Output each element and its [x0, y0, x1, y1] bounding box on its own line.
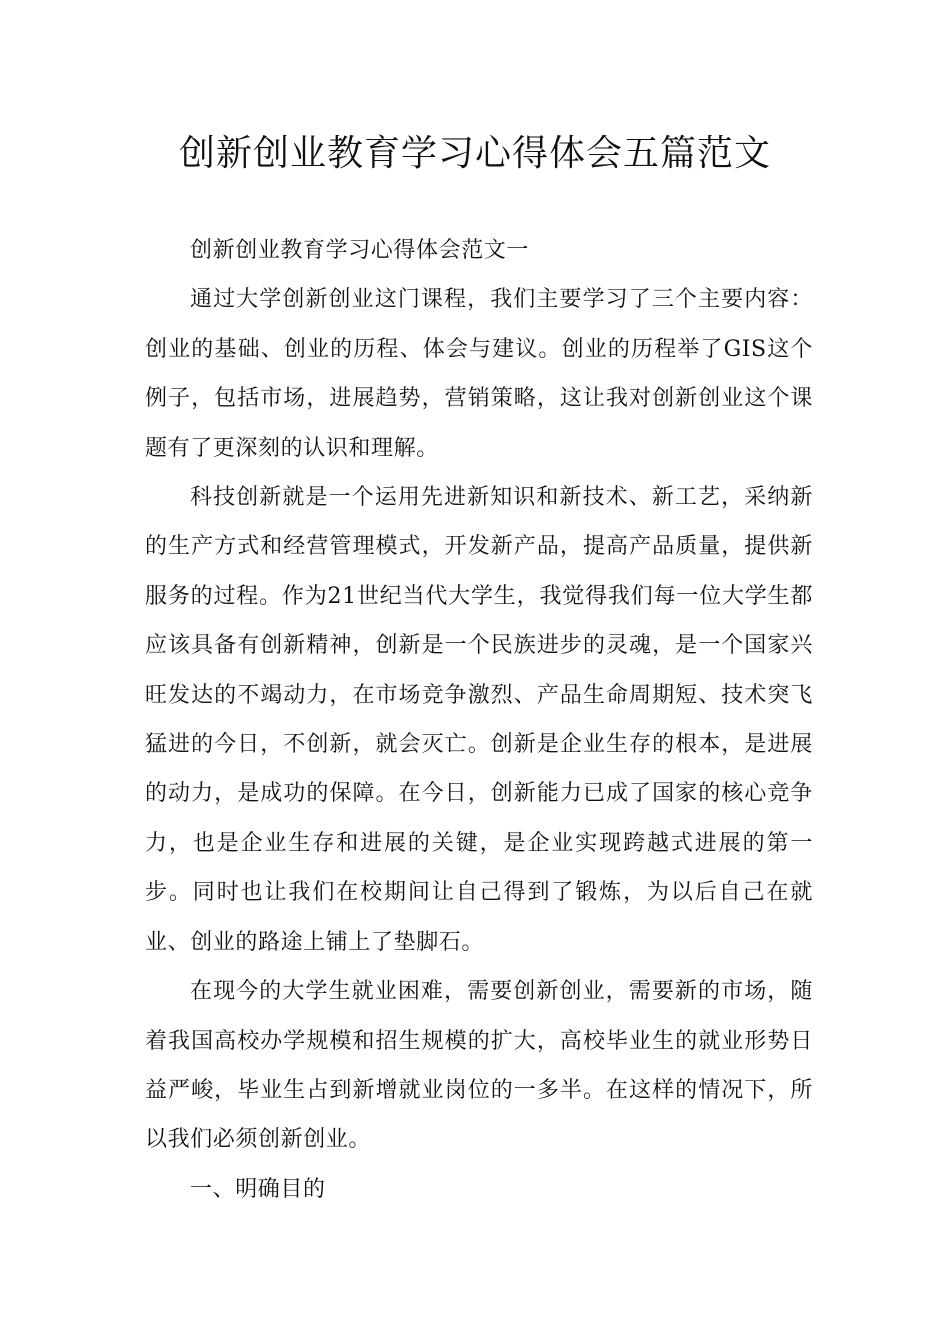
section-heading: 创新创业教育学习心得体会范文一: [190, 238, 530, 263]
body-paragraph: 通过大学创新创业这门课程，我们主要学习了三个主要内容：创业的基础、创业的历程、体会与建议。创业的历程举了GIS这个例子，包括市场，进展趋势，营销策略，这让我对创新创业这个课题有了更深刻的认识和理解。: [145, 287, 813, 461]
section-subheading: 一、明确目的: [190, 1176, 326, 1202]
document-body: [145, 226, 813, 1214]
document-title: 创新创业教育学习心得体会五篇范文: [178, 133, 771, 174]
body-paragraph: 科技创新就是一个运用先进新知识和新技术、新工艺，采纳新的生产方式和经营管理模式，开发新产品，提高产品质量，提供新服务的过程。作为21世纪当代大学生，我觉得我们每一位大学生都应该具备有创新精神，创新是一个民族进步的灵魂，是一个国家兴旺发达的不竭动力，在市场竞争激烈、产品生命周期短、技术突飞猛进的今日，不创新，就会灭亡。创新是企业生存的根本，是进展的动力，是成功的保障。在今日，创新能力已成了国家的核心竞争力，也是企业生存和进展的关键，是企业实现跨越式进展的第一步。同时也让我们在校期间让自己得到了锻炼，为以后自己在就业、创业的路途上铺上了垫脚石。: [145, 485, 813, 955]
body-paragraph: 在现今的大学生就业困难，需要创新创业，需要新的市场，随着我国高校办学规模和招生规模的扩大，高校毕业生的就业形势日益严峻，毕业生占到新增就业岗位的一多半。在这样的情况下，所以我们必须创新创业。: [145, 979, 813, 1153]
